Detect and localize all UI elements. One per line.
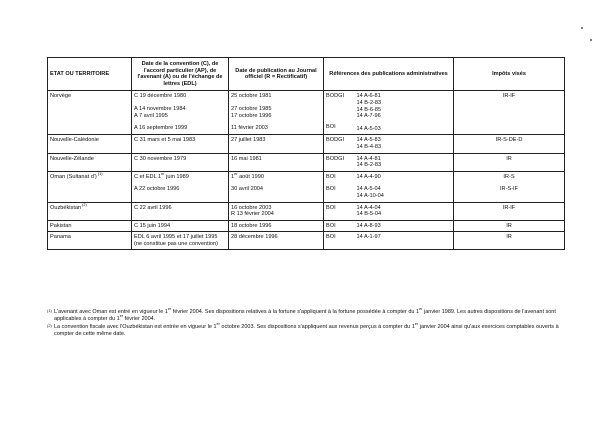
- convention-date: A 14 novembre 1984: [134, 105, 186, 112]
- convention-date: C 19 décembre 1980: [134, 93, 187, 100]
- taxes-cell: [454, 153, 565, 171]
- table-header-row: [48, 58, 565, 91]
- bulletin-name: BOI: [326, 123, 336, 130]
- tax-code: IR: [506, 155, 512, 162]
- state-name: Panama: [50, 234, 71, 241]
- bulletin-name: BODGI: [326, 93, 345, 100]
- table-row: [48, 220, 565, 232]
- reference-code: 14 A-5-04: [356, 186, 381, 193]
- publication-date: 16 mai 1981: [231, 155, 262, 162]
- state-name: Nouvelle-Zélande: [50, 155, 94, 162]
- convention-date: A 16 septembre 1999: [134, 125, 188, 132]
- bulletin-name: BOI: [326, 234, 336, 241]
- convention-date: EDL 6 avril 1995 et 17 juillet 1995 (ne constitue pas une convention): [134, 234, 218, 247]
- references-cell: [355, 171, 454, 202]
- state-cell: [48, 135, 132, 153]
- state-cell: [48, 171, 132, 202]
- bulletin-cell: [324, 202, 355, 220]
- convention-cell: [132, 153, 229, 171]
- table-row: [48, 202, 565, 220]
- bulletin-cell: [324, 153, 355, 171]
- footnote-ref: (2): [81, 202, 87, 207]
- bulletin-cell: [324, 220, 355, 232]
- taxes-cell: [454, 135, 565, 153]
- publication-cell: [229, 202, 324, 220]
- convention-date: C et EDL 1er juin 1989: [134, 171, 189, 180]
- header-convention: Date de la convention (C), de l'accord particulier (AP), de l'avenant (A) ou de l'échange de lettres (EDL): [132, 58, 229, 91]
- bulletin-name: BOI: [326, 173, 336, 180]
- convention-date: C 22 avril 1996: [134, 204, 172, 211]
- publication-cell: [229, 91, 324, 135]
- footnote-text: La convention fiscale avec l'Ouzbékistan est entrée en vigueur le 1er octobre 2003. Ses dispositions s'appliquent aux revenus perçus à compter du 1er janvier 2004 ainsi qu'aux exercices comptables ouverts à compter de cette même date.: [54, 321, 559, 337]
- reference-code: 14 A-5-03: [356, 125, 381, 132]
- bulletin-name: BOI: [326, 186, 336, 193]
- taxes-cell: [454, 232, 565, 250]
- state-cell: [48, 153, 132, 171]
- footnote: [47, 309, 567, 323]
- taxes-cell: [454, 171, 565, 202]
- bulletin-name: BOI: [326, 222, 336, 229]
- convention-cell: [132, 220, 229, 232]
- reference-code: 14 A-8-93: [356, 222, 381, 229]
- publication-date: 27 juillet 1983: [231, 137, 266, 144]
- references-cell: [355, 153, 454, 171]
- reference-code: 14 A-10-04: [356, 192, 384, 199]
- references-cell: [355, 91, 454, 135]
- header-state: ETAT OU TERRITOIRE: [48, 58, 132, 91]
- table-row: [48, 153, 565, 171]
- publication-cell: [229, 135, 324, 153]
- publication-date: 27 octobre 1985: [231, 105, 272, 112]
- reference-code: 14 B-5-04: [356, 211, 382, 218]
- footnote: [47, 321, 567, 338]
- header-publication: Date de publication au Journal officiel (R = Rectificatif): [229, 58, 324, 91]
- publication-cell: [229, 232, 324, 250]
- publication-date: 17 octobre 1996: [231, 112, 272, 119]
- publication-date: 18 octobre 1996: [231, 222, 272, 229]
- publication-date: 16 octobre 2003: [231, 204, 272, 211]
- table-row: [48, 171, 565, 202]
- state-name: Nouvelle-Calédonie: [50, 137, 99, 144]
- tax-code: IR-IF: [502, 93, 516, 100]
- convention-cell: [132, 135, 229, 153]
- reference-code: 14 A-7-96: [356, 113, 381, 120]
- treaty-table: [47, 57, 565, 250]
- convention-date: C 30 novembre 1979: [134, 155, 187, 162]
- footnote-mark: (2): [47, 322, 52, 328]
- publication-date: 30 avril 2004: [231, 186, 264, 193]
- table-row: [48, 232, 565, 250]
- references-cell: [355, 202, 454, 220]
- footnote-mark: (1): [47, 308, 52, 313]
- state-cell: [48, 232, 132, 250]
- table-row: [48, 135, 565, 153]
- convention-date: C 31 mars et 5 mai 1983: [134, 137, 196, 144]
- tax-code: IR-IF: [502, 204, 516, 211]
- reference-code: 14 B-2-83: [356, 162, 382, 169]
- state-name: Pakistan: [50, 222, 72, 229]
- tax-code: IR-S: [503, 173, 515, 180]
- bulletin-name: BODGI: [326, 155, 345, 162]
- tax-code: IR-S-IF: [500, 186, 519, 193]
- state-cell: [48, 91, 132, 135]
- publication-date: 1er août 1990: [231, 171, 264, 180]
- publication-cell: [229, 220, 324, 232]
- footnotes: [47, 309, 567, 339]
- bulletin-name: BOI: [326, 204, 336, 211]
- convention-cell: [132, 232, 229, 250]
- tax-code: IR: [506, 234, 512, 241]
- bulletin-cell: [324, 135, 355, 153]
- reference-code: 14 B-2-83: [356, 99, 382, 106]
- taxes-cell: [454, 220, 565, 232]
- state-name: Norvège: [50, 93, 72, 100]
- convention-cell: [132, 202, 229, 220]
- publication-cell: [229, 153, 324, 171]
- header-references: Références des publications administratives: [324, 58, 454, 91]
- convention-cell: [132, 171, 229, 202]
- publication-date: 28 décembre 1996: [231, 234, 278, 241]
- references-cell: [355, 135, 454, 153]
- header-taxes: Impôts visés: [454, 58, 565, 91]
- reference-code: 14 B-6-85: [356, 106, 382, 113]
- scan-speck: [581, 27, 583, 29]
- scan-speck: [590, 39, 592, 41]
- tax-code: IR-S-DE-D: [495, 137, 523, 144]
- reference-code: 14 A-4-90: [356, 173, 381, 180]
- table-row: [48, 91, 565, 135]
- convention-cell: [132, 91, 229, 135]
- reference-code: 14 A-6-81: [356, 93, 381, 100]
- publication-date: R 13 février 2004: [231, 211, 274, 218]
- reference-code: 14 A-4-04: [356, 204, 381, 211]
- bulletin-cell: [324, 91, 355, 135]
- state-cell: [48, 220, 132, 232]
- footnote-ref: (1): [96, 171, 103, 176]
- state-name: Oman (Sultanat d'): [50, 173, 97, 180]
- bulletin-cell: [324, 171, 355, 202]
- convention-date: C 15 juin 1994: [134, 222, 171, 229]
- footnote-text: L'avenant avec Oman est entré en vigueur le 1er février 2004. Ses dispositions relatives à la fortune s'appliquent à la fortune possédée à compter du 1er janvier 1989. Les autres dispositions de l'avenant sont applicables à compter du 1er février 2004.: [54, 307, 556, 322]
- reference-code: 14 A-1-97: [356, 234, 381, 241]
- state-cell: [48, 202, 132, 220]
- convention-date: A 22 octobre 1996: [134, 186, 180, 193]
- bulletin-name: BODGI: [326, 137, 345, 144]
- state-name: Ouzbékistan: [50, 204, 82, 211]
- reference-code: 14 A-4-81: [356, 155, 381, 162]
- taxes-cell: [454, 91, 565, 135]
- publication-date: 11 février 2003: [231, 125, 268, 132]
- convention-date: A 7 avril 1995: [134, 112, 168, 119]
- bulletin-cell: [324, 232, 355, 250]
- publication-date: 25 octobre 1981: [231, 93, 272, 100]
- taxes-cell: [454, 202, 565, 220]
- publication-cell: [229, 171, 324, 202]
- references-cell: [355, 220, 454, 232]
- tax-code: IR: [506, 222, 512, 229]
- references-cell: [355, 232, 454, 250]
- reference-code: 14 A-5-83: [356, 137, 381, 144]
- reference-code: 14 B-4-83: [356, 143, 382, 150]
